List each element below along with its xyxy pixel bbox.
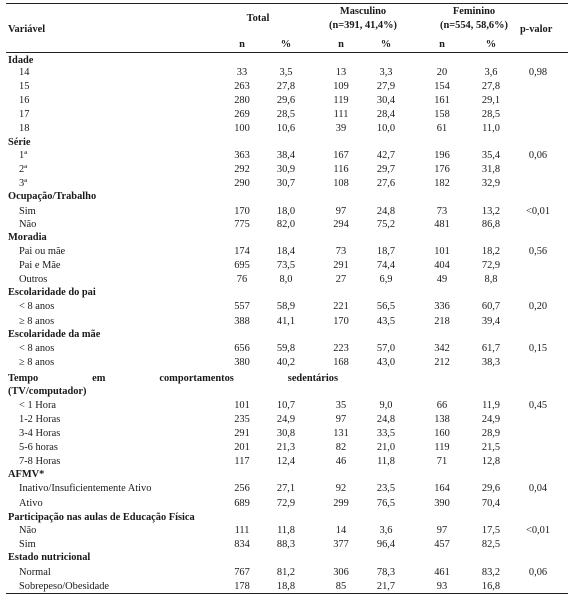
cell-total-n: 269 <box>234 109 250 120</box>
group-heading: Estado nutricional <box>8 552 91 563</box>
cell-male-pct: 6,9 <box>379 274 393 285</box>
row-label: ≥ 8 anos <box>19 316 55 327</box>
cell-male-n: 35 <box>335 400 347 411</box>
cell-p-value: <0,01 <box>525 525 551 536</box>
cell-female-n: 342 <box>434 343 450 354</box>
cell-total-pct: 88,3 <box>276 539 296 550</box>
cell-female-n: 161 <box>434 95 450 106</box>
cell-p-value: 0,06 <box>528 150 548 161</box>
cell-total-n: 834 <box>234 539 250 550</box>
row-label: 2ª <box>19 164 28 175</box>
cell-male-pct: 30,4 <box>376 95 396 106</box>
header-female: Feminino <box>452 6 496 17</box>
cell-total-n: 280 <box>234 95 250 106</box>
cell-female-n: 20 <box>436 67 448 78</box>
cell-total-n: 363 <box>234 150 250 161</box>
cell-total-n: 174 <box>234 246 250 257</box>
table-bottom-rule <box>6 593 568 594</box>
header-male-n: (n=391, 41,4%) <box>329 20 397 31</box>
cell-female-n: 73 <box>436 206 448 217</box>
cell-total-pct: 11,8 <box>277 525 295 536</box>
row-label: ≥ 8 anos <box>19 357 55 368</box>
header-female-n: (n=554, 58,6%) <box>440 20 508 31</box>
row-label: 3ª <box>19 178 28 189</box>
row-label: Pai ou mãe <box>19 246 66 257</box>
cell-total-pct: 73,5 <box>276 260 296 271</box>
cell-male-n: 116 <box>333 164 349 175</box>
cell-male-n: 294 <box>333 219 349 230</box>
cell-male-n: 14 <box>335 525 347 536</box>
cell-p-value: <0,01 <box>525 206 551 217</box>
row-label: < 8 anos <box>19 301 55 312</box>
cell-total-n: 388 <box>234 316 250 327</box>
group-heading: Série <box>8 137 31 148</box>
group-heading-continued: (TV/computador) <box>8 386 87 397</box>
cell-total-n: 380 <box>234 357 250 368</box>
cell-female-n: 97 <box>436 525 448 536</box>
cell-total-pct: 30,9 <box>276 164 296 175</box>
row-label: Pai e Mãe <box>19 260 61 271</box>
cell-total-pct: 40,2 <box>276 357 296 368</box>
row-label: 16 <box>19 95 30 106</box>
cell-total-pct: 18,4 <box>276 246 296 257</box>
cell-total-pct: 82,0 <box>276 219 296 230</box>
cell-total-n: 263 <box>234 81 250 92</box>
header-male: Masculino <box>339 6 387 17</box>
cell-female-n: 158 <box>434 109 450 120</box>
cell-female-n: 154 <box>434 81 450 92</box>
cell-male-n: 170 <box>333 316 349 327</box>
cell-female-pct: 38,3 <box>481 357 501 368</box>
cell-male-n: 73 <box>335 246 347 257</box>
cell-female-n: 164 <box>434 483 450 494</box>
cell-female-n: 481 <box>434 219 450 230</box>
group-heading: Moradia <box>8 232 47 243</box>
cell-total-pct: 18,0 <box>276 206 296 217</box>
cell-female-n: 461 <box>434 567 450 578</box>
cell-p-value: 0,04 <box>528 483 548 494</box>
cell-male-pct: 75,2 <box>376 219 396 230</box>
cell-male-n: 109 <box>333 81 349 92</box>
group-heading: Tempo em comportamentos sedentários <box>8 373 338 384</box>
cell-female-pct: 21,5 <box>481 442 501 453</box>
cell-male-n: 131 <box>333 428 349 439</box>
cell-total-pct: 28,5 <box>276 109 296 120</box>
cell-total-pct: 12,4 <box>276 456 296 467</box>
row-label: 7-8 Horas <box>19 456 61 467</box>
header-pvalue: p-valor <box>520 24 553 35</box>
cell-male-pct: 43,0 <box>376 357 396 368</box>
cell-total-n: 689 <box>234 498 250 509</box>
cell-total-n: 291 <box>234 428 250 439</box>
group-heading: Escolaridade do pai <box>8 287 96 298</box>
cell-female-n: 160 <box>434 428 450 439</box>
row-label: 5-6 horas <box>19 442 58 453</box>
cell-male-n: 291 <box>333 260 349 271</box>
cell-male-pct: 24,8 <box>376 206 396 217</box>
cell-p-value: 0,15 <box>528 343 548 354</box>
row-label: Não <box>19 525 37 536</box>
cell-female-n: 390 <box>434 498 450 509</box>
cell-total-n: 290 <box>234 178 250 189</box>
cell-female-pct: 31,8 <box>481 164 501 175</box>
cell-male-n: 119 <box>333 95 349 106</box>
row-label: Sim <box>19 206 36 217</box>
cell-male-n: 111 <box>333 109 349 120</box>
cell-male-pct: 21,7 <box>376 581 396 592</box>
header-male-n-col: n <box>338 39 344 50</box>
row-label: < 8 anos <box>19 343 55 354</box>
cell-female-pct: 61,7 <box>481 343 501 354</box>
group-heading: Idade <box>8 55 34 66</box>
cell-female-n: 49 <box>436 274 448 285</box>
cell-total-n: 256 <box>234 483 250 494</box>
cell-female-pct: 27,8 <box>481 81 501 92</box>
cell-total-pct: 29,6 <box>276 95 296 106</box>
cell-male-n: 168 <box>333 357 349 368</box>
cell-female-pct: 3,6 <box>484 67 498 78</box>
cell-total-n: 101 <box>234 400 250 411</box>
cell-male-pct: 10,0 <box>376 123 396 134</box>
cell-total-n: 201 <box>234 442 250 453</box>
header-bottom-rule <box>6 52 568 53</box>
row-label: Normal <box>19 567 51 578</box>
cell-total-n: 33 <box>236 67 248 78</box>
cell-male-n: 167 <box>333 150 349 161</box>
row-label: 14 <box>19 67 30 78</box>
cell-male-n: 299 <box>333 498 349 509</box>
cell-total-pct: 38,4 <box>276 150 296 161</box>
cell-p-value: 0,06 <box>528 567 548 578</box>
cell-female-n: 457 <box>434 539 450 550</box>
cell-male-pct: 56,5 <box>376 301 396 312</box>
header-variable: Variável <box>8 24 46 35</box>
header-male-pct: % <box>380 39 392 50</box>
cell-male-n: 306 <box>333 567 349 578</box>
cell-male-pct: 18,7 <box>376 246 396 257</box>
cell-total-pct: 30,8 <box>276 428 296 439</box>
group-heading: Participação nas aulas de Educação Física <box>8 512 195 523</box>
cell-p-value: 0,20 <box>528 301 548 312</box>
cell-total-n: 76 <box>236 274 248 285</box>
row-label: 17 <box>19 109 30 120</box>
cell-male-pct: 9,0 <box>379 400 393 411</box>
cell-total-pct: 24,9 <box>276 414 296 425</box>
cell-total-n: 292 <box>234 164 250 175</box>
cell-male-pct: 23,5 <box>376 483 396 494</box>
cell-male-pct: 29,7 <box>376 164 396 175</box>
cell-male-n: 223 <box>333 343 349 354</box>
cell-total-pct: 30,7 <box>276 178 296 189</box>
cell-female-n: 404 <box>434 260 450 271</box>
cell-female-pct: 83,2 <box>481 567 501 578</box>
cell-total-pct: 18,8 <box>276 581 296 592</box>
cell-male-n: 97 <box>335 206 347 217</box>
cell-male-pct: 43,5 <box>376 316 396 327</box>
cell-total-pct: 21,3 <box>276 442 296 453</box>
cell-female-n: 101 <box>434 246 450 257</box>
cell-total-n: 100 <box>234 123 250 134</box>
cell-male-pct: 76,5 <box>376 498 396 509</box>
cell-total-n: 695 <box>234 260 250 271</box>
cell-total-n: 775 <box>234 219 250 230</box>
cell-male-pct: 21,0 <box>376 442 396 453</box>
header-total-n: n <box>239 39 245 50</box>
cell-male-pct: 42,7 <box>376 150 396 161</box>
cell-male-pct: 3,3 <box>379 67 393 78</box>
cell-male-n: 377 <box>333 539 349 550</box>
cell-female-pct: 72,9 <box>481 260 501 271</box>
row-label: 3-4 Horas <box>19 428 61 439</box>
cell-male-pct: 11,8 <box>377 456 395 467</box>
cell-male-pct: 3,6 <box>379 525 393 536</box>
cell-male-pct: 96,4 <box>376 539 396 550</box>
row-label: Não <box>19 219 37 230</box>
cell-male-pct: 27,6 <box>376 178 396 189</box>
cell-female-pct: 12,8 <box>481 456 501 467</box>
cell-female-pct: 70,4 <box>481 498 501 509</box>
cell-total-pct: 72,9 <box>276 498 296 509</box>
cell-male-n: 92 <box>335 483 347 494</box>
row-label: Inativo/Insuficientemente Ativo <box>19 483 152 494</box>
cell-total-pct: 59,8 <box>276 343 296 354</box>
cell-female-n: 218 <box>434 316 450 327</box>
row-label: Sim <box>19 539 36 550</box>
cell-total-n: 117 <box>234 456 250 467</box>
cell-total-pct: 81,2 <box>276 567 296 578</box>
cell-male-pct: 28,4 <box>376 109 396 120</box>
cell-female-pct: 32,9 <box>481 178 501 189</box>
row-label: Outros <box>19 274 48 285</box>
cell-female-pct: 18,2 <box>481 246 501 257</box>
header-total-pct: % <box>280 39 292 50</box>
header-total: Total <box>246 13 270 24</box>
cell-total-pct: 10,6 <box>276 123 296 134</box>
cell-male-pct: 27,9 <box>376 81 396 92</box>
cell-male-pct: 78,3 <box>376 567 396 578</box>
row-label: Sobrepeso/Obesidade <box>19 581 110 592</box>
cell-total-pct: 58,9 <box>276 301 296 312</box>
cell-total-n: 656 <box>234 343 250 354</box>
cell-male-pct: 57,0 <box>376 343 396 354</box>
cell-total-n: 178 <box>234 581 250 592</box>
row-label: 1ª <box>19 150 28 161</box>
group-heading: Escolaridade da mãe <box>8 329 101 340</box>
cell-female-n: 66 <box>436 400 448 411</box>
header-female-n-col: n <box>439 39 445 50</box>
cell-male-n: 27 <box>335 274 347 285</box>
cell-female-pct: 35,4 <box>481 150 501 161</box>
cell-female-n: 138 <box>434 414 450 425</box>
cell-female-pct: 29,6 <box>481 483 501 494</box>
cell-female-n: 93 <box>436 581 448 592</box>
cell-female-pct: 16,8 <box>481 581 501 592</box>
header-female-pct: % <box>485 39 497 50</box>
cell-female-n: 212 <box>434 357 450 368</box>
cell-male-n: 39 <box>335 123 347 134</box>
cell-female-n: 71 <box>436 456 448 467</box>
cell-p-value: 0,45 <box>528 400 548 411</box>
cell-female-pct: 11,9 <box>482 400 500 411</box>
cell-female-pct: 17,5 <box>481 525 501 536</box>
cell-total-pct: 27,8 <box>276 81 296 92</box>
cell-total-n: 235 <box>234 414 250 425</box>
cell-female-pct: 28,5 <box>481 109 501 120</box>
cell-female-pct: 29,1 <box>481 95 501 106</box>
group-heading: AFMV* <box>8 469 45 480</box>
row-label: 18 <box>19 123 30 134</box>
cell-female-pct: 11,0 <box>482 123 500 134</box>
cell-female-pct: 24,9 <box>481 414 501 425</box>
cell-total-pct: 8,0 <box>279 274 293 285</box>
cell-male-pct: 74,4 <box>376 260 396 271</box>
cell-total-n: 767 <box>234 567 250 578</box>
cell-female-pct: 13,2 <box>481 206 501 217</box>
cell-female-pct: 8,8 <box>484 274 498 285</box>
cell-total-pct: 41,1 <box>276 316 296 327</box>
cell-total-pct: 27,1 <box>276 483 296 494</box>
cell-female-pct: 86,8 <box>481 219 501 230</box>
cell-male-n: 97 <box>335 414 347 425</box>
cell-female-pct: 28,9 <box>481 428 501 439</box>
cell-male-n: 108 <box>333 178 349 189</box>
cell-p-value: 0,98 <box>528 67 548 78</box>
cell-female-pct: 39,4 <box>481 316 501 327</box>
cell-male-pct: 24,8 <box>376 414 396 425</box>
cell-female-n: 182 <box>434 178 450 189</box>
cell-female-n: 336 <box>434 301 450 312</box>
cell-total-pct: 10,7 <box>276 400 296 411</box>
cell-total-pct: 3,5 <box>279 67 293 78</box>
cell-male-n: 13 <box>335 67 347 78</box>
row-label: < 1 Hora <box>19 400 57 411</box>
cell-male-n: 82 <box>335 442 347 453</box>
cell-male-pct: 33,5 <box>376 428 396 439</box>
cell-male-n: 221 <box>333 301 349 312</box>
cell-total-n: 557 <box>234 301 250 312</box>
cell-female-pct: 60,7 <box>481 301 501 312</box>
cell-female-n: 176 <box>434 164 450 175</box>
cell-male-n: 46 <box>335 456 347 467</box>
cell-female-n: 119 <box>434 442 450 453</box>
row-label: 15 <box>19 81 30 92</box>
cell-male-n: 85 <box>335 581 347 592</box>
cell-female-n: 61 <box>436 123 448 134</box>
cell-female-n: 196 <box>434 150 450 161</box>
row-label: Ativo <box>19 498 43 509</box>
cell-female-pct: 82,5 <box>481 539 501 550</box>
cell-p-value: 0,56 <box>528 246 548 257</box>
row-label: 1-2 Horas <box>19 414 61 425</box>
cell-total-n: 111 <box>234 525 250 536</box>
group-heading: Ocupação/Trabalho <box>8 191 97 202</box>
cell-total-n: 170 <box>234 206 250 217</box>
table-top-rule <box>6 3 568 4</box>
